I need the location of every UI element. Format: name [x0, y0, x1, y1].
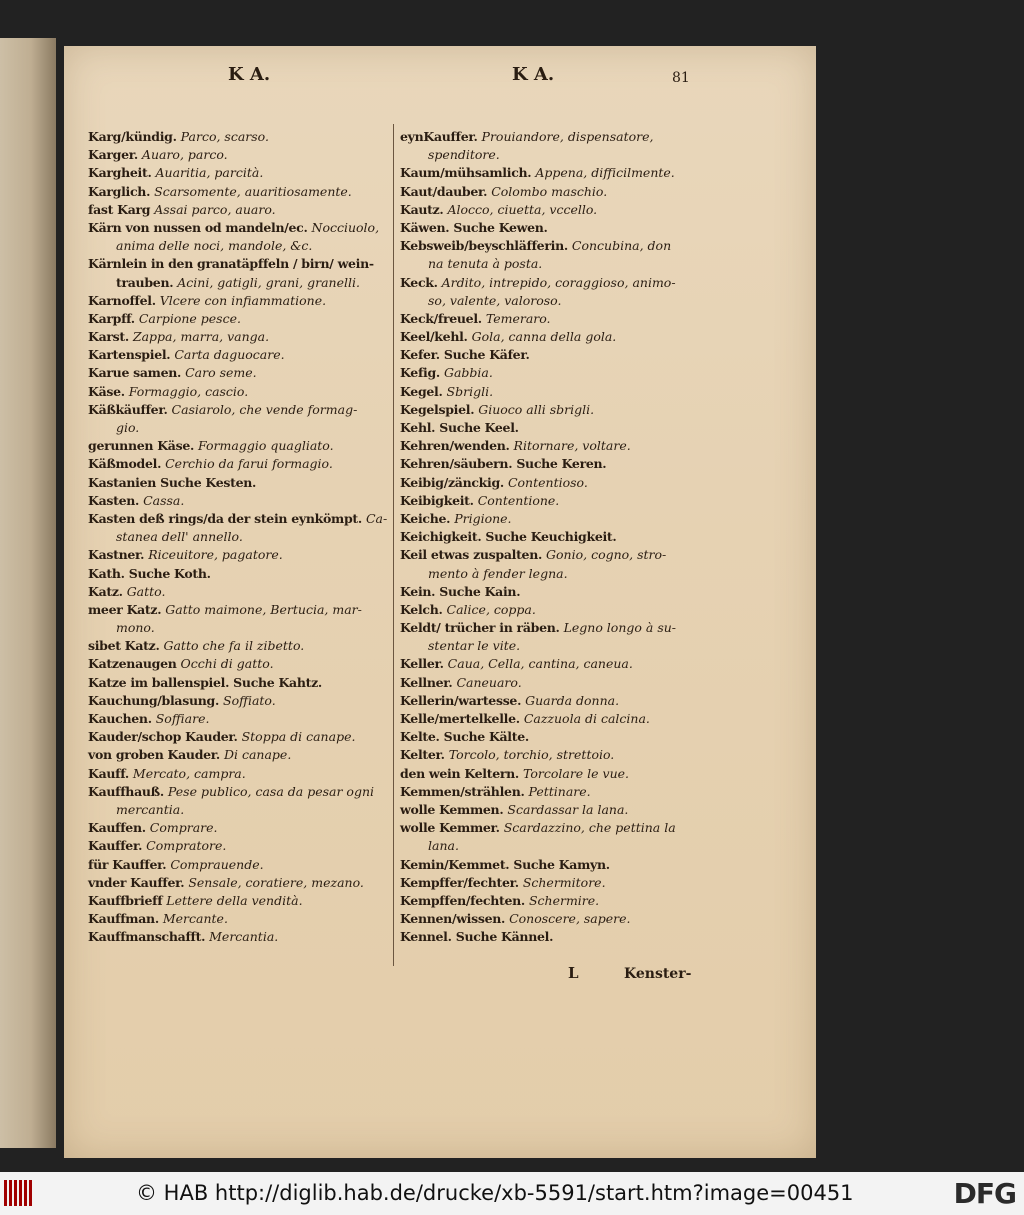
dictionary-entry [88, 437, 388, 455]
dictionary-entry [88, 674, 388, 692]
dictionary-entry [88, 328, 388, 346]
dictionary-entry [400, 201, 700, 219]
dictionary-entry [88, 546, 388, 564]
entry-headword: Kasten. [88, 492, 140, 508]
entry-headword: wolle Kemmen. [400, 801, 504, 817]
entry-headword: Kastanien Suche Kesten. [88, 474, 257, 490]
entry-translation: lana. [428, 838, 459, 854]
entry-headword: Katze im ballenspiel. Suche Kahtz. [88, 674, 322, 690]
dictionary-entry [400, 583, 700, 601]
entry-headword: Karnoffel. [88, 292, 156, 308]
dictionary-entry [400, 928, 700, 946]
entry-translation: Schermire. [528, 892, 600, 908]
entry-translation: Scardazzino, che pettina la [503, 820, 676, 836]
dictionary-entry [400, 674, 700, 692]
entry-headword: Kehl. Suche Keel. [400, 420, 519, 435]
entry-headword: Karue samen. [88, 365, 182, 381]
dictionary-entry [88, 346, 388, 364]
entry-translation: Appena, difficilmente. [535, 165, 675, 181]
entry-translation: Di canape. [223, 747, 292, 763]
entry-translation: Guarda donna. [525, 692, 620, 708]
dictionary-entry [88, 583, 388, 601]
dictionary-entry [88, 219, 388, 237]
dictionary-entry [400, 565, 700, 583]
entry-translation: Gola, canna della gola. [471, 329, 617, 345]
entry-translation: anima delle noci, mandole, &c. [116, 238, 313, 254]
dictionary-entry [88, 237, 388, 255]
entry-headword: für Kauffer. [88, 856, 167, 872]
dictionary-entry [400, 164, 700, 182]
entry-translation: Contentione. [477, 492, 560, 508]
dictionary-entry [400, 819, 700, 837]
entry-headword: Kautz. [400, 201, 444, 217]
dictionary-entry [88, 928, 388, 946]
footer-bar [0, 1172, 1024, 1215]
entry-translation: Assai parco, auaro. [154, 201, 276, 217]
entry-headword: Kebsweib/beyschläfferin. [400, 238, 568, 254]
dictionary-entry [88, 565, 388, 583]
entry-headword: Kennel. Suche Kännel. [400, 929, 554, 945]
entry-headword: Kartenspiel. [88, 347, 171, 363]
entry-headword: Kelter. [400, 747, 445, 763]
entry-translation: Legno longo à su- [563, 620, 677, 636]
entry-translation: Soffiare. [155, 711, 210, 726]
dictionary-entry [88, 819, 388, 837]
copyright-link[interactable]: © HAB http://diglib.hab.de/drucke/xb-5591/start.htm?image=00451 [136, 1181, 854, 1205]
dictionary-entry [400, 801, 700, 819]
entry-translation: Comprare. [149, 820, 218, 836]
dictionary-entry [88, 383, 388, 401]
entry-headword: den wein Keltern. [400, 765, 519, 781]
entry-translation: gio. [116, 420, 140, 435]
entry-translation: Gatto. [126, 583, 166, 599]
entry-headword: sibet Katz. [88, 638, 160, 654]
dictionary-entry [400, 710, 700, 728]
dictionary-entry [88, 892, 388, 910]
entry-headword: Kegelspiel. [400, 401, 475, 417]
dictionary-entry [400, 728, 700, 746]
entry-translation: Vlcere con infiammatione. [159, 292, 327, 308]
dictionary-entry [88, 655, 388, 673]
entry-translation: Torcolare le vue. [522, 765, 630, 781]
entry-translation: Auaro, parco. [141, 147, 228, 163]
entry-headword: trauben. [116, 274, 174, 290]
entry-headword: Katz. [88, 583, 123, 599]
dictionary-entry [400, 492, 700, 510]
entry-translation: Ca- [365, 510, 388, 526]
entry-headword: eynKauffer. [400, 129, 478, 144]
dictionary-entry [88, 637, 388, 655]
entry-translation: Giuoco alli sbrigli. [478, 401, 595, 417]
dictionary-entry [400, 310, 700, 328]
dictionary-entry [400, 383, 700, 401]
entry-headword: Kellerin/wartesse. [400, 692, 522, 708]
dictionary-entry [88, 164, 388, 182]
entry-translation: Caneuaro. [456, 674, 522, 690]
entry-translation: Ritornare, voltare. [513, 438, 631, 454]
entry-translation: Formaggio, cascio. [128, 383, 249, 399]
entry-translation: Prigione. [454, 510, 512, 526]
dictionary-entry [400, 619, 700, 637]
dictionary-entry [88, 728, 388, 746]
entry-translation: Zappa, marra, vanga. [132, 329, 270, 345]
entry-translation: Mercante. [162, 911, 228, 927]
entry-headword: von groben Kauder. [88, 747, 220, 763]
entry-headword: Käßmodel. [88, 456, 162, 472]
entry-headword: Kelle/mertelkelle. [400, 711, 520, 726]
entry-translation: mercantia. [116, 801, 185, 817]
dictionary-entry [88, 692, 388, 710]
dictionary-entry [88, 801, 388, 819]
entry-translation: Formaggio quagliato. [198, 438, 334, 454]
entry-translation: Carta daguocare. [174, 347, 285, 363]
dictionary-entry [88, 128, 388, 146]
left-page-edge [0, 38, 56, 1148]
entry-headword: vnder Kauffer. [88, 874, 185, 890]
dictionary-entry [88, 910, 388, 928]
entry-headword: meer Katz. [88, 601, 162, 617]
running-head-right: K A. [512, 64, 555, 85]
entry-headword: Kein. Suche Kain. [400, 583, 521, 599]
dictionary-entry [88, 401, 388, 419]
entry-headword: Kelch. [400, 601, 443, 617]
dictionary-entry [400, 401, 700, 419]
dictionary-entry [400, 746, 700, 764]
entry-translation: Cassa. [143, 492, 185, 508]
dictionary-entry [400, 274, 700, 292]
entry-translation: Stoppa di canape. [241, 729, 356, 745]
entry-headword: Kemin/Kemmet. Suche Kamyn. [400, 856, 610, 872]
dictionary-entry [400, 146, 700, 164]
entry-headword: Kärnlein in den granatäpffeln / birn/ wein- [88, 256, 374, 272]
signature-mark: L [568, 964, 579, 982]
left-column [88, 128, 388, 946]
entry-translation: Cerchio da farui formagio. [165, 456, 333, 472]
dictionary-entry [88, 364, 388, 382]
dictionary-entry [400, 510, 700, 528]
entry-translation: Sensale, coratiere, mezano. [188, 874, 364, 890]
dictionary-entry [400, 455, 700, 473]
entry-translation: Soffiato. [223, 692, 276, 708]
right-column [400, 128, 700, 946]
entry-translation: Torcolo, torchio, strettoio. [448, 747, 615, 763]
entry-translation: Comprauende. [170, 856, 264, 872]
dictionary-entry [88, 874, 388, 892]
entry-headword: Keibigkeit. [400, 492, 474, 508]
entry-headword: Keck/freuel. [400, 310, 482, 326]
entry-translation: Carpione pesce. [138, 310, 241, 326]
entry-headword: Karpff. [88, 310, 135, 326]
entry-headword: Kegel. [400, 383, 443, 399]
entry-headword: Käwen. Suche Kewen. [400, 219, 548, 235]
dictionary-entry [400, 546, 700, 564]
entry-translation: Gabbia. [443, 365, 493, 381]
column-divider [393, 124, 394, 966]
entry-headword: Keibig/zänckig. [400, 474, 504, 490]
dictionary-entry [400, 346, 700, 364]
dictionary-entry [88, 183, 388, 201]
entry-translation: Lettere della vendità. [166, 892, 303, 908]
entry-headword: Kauffer. [88, 838, 143, 854]
dictionary-entry [88, 528, 388, 546]
hab-logo-icon [4, 1180, 32, 1206]
dictionary-entry [88, 837, 388, 855]
entry-translation: Caua, Cella, cantina, caneua. [447, 656, 633, 672]
entry-translation: Auaritia, parcità. [155, 165, 264, 181]
dictionary-entry [88, 619, 388, 637]
dictionary-entry [88, 255, 388, 273]
dictionary-entry [400, 601, 700, 619]
entry-translation: so, valente, valoroso. [428, 292, 562, 308]
entry-translation: Scarsomente, auaritiosamente. [154, 183, 352, 199]
dictionary-entry [400, 892, 700, 910]
dictionary-entry [88, 746, 388, 764]
dictionary-entry [400, 837, 700, 855]
entry-headword: Kempffen/fechten. [400, 892, 525, 908]
dictionary-entry [400, 528, 700, 546]
entry-headword: Kefig. [400, 365, 440, 381]
dictionary-entry [88, 146, 388, 164]
entry-translation: Temeraro. [485, 310, 551, 326]
entry-headword: Keck. [400, 274, 438, 290]
running-head-left: K A. [228, 64, 271, 85]
dictionary-entry [400, 292, 700, 310]
entry-headword: Kauder/schop Kauder. [88, 729, 238, 745]
entry-headword: Kärn von nussen od mandeln/ec. [88, 219, 308, 235]
entry-headword: Kauffman. [88, 911, 159, 927]
dictionary-entry [400, 765, 700, 783]
entry-translation: Cazzuola di calcina. [523, 711, 650, 726]
entry-headword: Keller. [400, 656, 444, 672]
entry-translation: Sbrigli. [446, 383, 494, 399]
entry-translation: Gonio, cogno, stro- [546, 547, 667, 563]
entry-headword: Kelte. Suche Kälte. [400, 729, 529, 745]
entry-translation: Contentioso. [507, 474, 588, 490]
dictionary-entry [88, 455, 388, 473]
entry-headword: Kargheit. [88, 165, 152, 181]
dictionary-entry [400, 655, 700, 673]
entry-headword: Karger. [88, 147, 138, 163]
entry-translation: Conoscere, sapere. [509, 911, 631, 927]
entry-headword: Kefer. Suche Käfer. [400, 347, 530, 363]
entry-headword: Keldt/ trücher in räben. [400, 620, 560, 636]
entry-translation: na tenuta à posta. [428, 256, 543, 272]
entry-headword: Kauffbrieff [88, 892, 163, 908]
dictionary-entry [400, 437, 700, 455]
entry-headword: Kaut/dauber. [400, 183, 488, 199]
entry-headword: Keil etwas zuspalten. [400, 547, 543, 563]
entry-translation: Riceuitore, pagatore. [148, 547, 283, 563]
entry-translation: Ardito, intrepido, coraggioso, animo- [441, 274, 676, 290]
entry-headword: gerunnen Käse. [88, 438, 195, 454]
entry-translation: Mercato, campra. [132, 765, 246, 781]
entry-headword: Karg/kündig. [88, 129, 177, 144]
dictionary-entry [400, 255, 700, 273]
entry-headword: Keichigkeit. Suche Keuchigkeit. [400, 529, 617, 545]
entry-translation: Gatto maimone, Bertucia, mar- [165, 601, 362, 617]
entry-translation: spenditore. [428, 147, 500, 163]
entry-headword: Katzenaugen [88, 656, 177, 672]
entry-headword: Kemmen/strählen. [400, 783, 525, 799]
entry-translation: Calice, coppa. [446, 601, 536, 617]
entry-headword: Kastner. [88, 547, 145, 563]
dictionary-entry [88, 510, 388, 528]
entry-headword: Kauffen. [88, 820, 146, 836]
dictionary-entry [88, 601, 388, 619]
dictionary-entry [88, 856, 388, 874]
entry-translation: Parco, scarso. [180, 129, 269, 144]
catchword: Kenster- [624, 966, 692, 982]
entry-translation: Pettinare. [528, 783, 591, 799]
dictionary-entry [400, 183, 700, 201]
entry-translation: Nocciuolo, [311, 219, 380, 235]
entry-translation: Colombo maschio. [491, 183, 608, 199]
entry-headword: Kauchen. [88, 711, 152, 726]
entry-translation: Scardassar la lana. [507, 801, 629, 817]
dictionary-entry [400, 783, 700, 801]
entry-headword: Kennen/wissen. [400, 911, 506, 927]
entry-translation: Pese publico, casa da pesar ogni [167, 783, 374, 799]
dictionary-entry [400, 237, 700, 255]
entry-headword: Kasten deß rings/da der stein eynkömpt. [88, 510, 362, 526]
entry-headword: Kauffmanschafft. [88, 929, 206, 945]
dictionary-entry [88, 419, 388, 437]
entry-translation: Compratore. [146, 838, 227, 854]
entry-translation: Concubina, don [571, 238, 672, 254]
entry-headword: Kauchung/blasung. [88, 692, 220, 708]
dictionary-entry [88, 474, 388, 492]
entry-translation: Alocco, ciuetta, vccello. [447, 201, 598, 217]
dictionary-entry [400, 474, 700, 492]
entry-headword: Kehren/säubern. Suche Keren. [400, 456, 607, 472]
dictionary-entry [88, 201, 388, 219]
dictionary-entry [400, 364, 700, 382]
entry-translation: Schermitore. [522, 874, 606, 890]
entry-translation: Prouiandore, dispensatore, [481, 129, 654, 144]
entry-translation: stentar le vite. [428, 638, 521, 654]
page-number: 81 [672, 70, 690, 86]
dictionary-entry [400, 856, 700, 874]
dictionary-entry [400, 637, 700, 655]
dictionary-entry [400, 692, 700, 710]
entry-translation: Caro seme. [185, 365, 257, 381]
entry-translation: mono. [116, 620, 155, 636]
entry-translation: Casiarolo, che vende formag- [171, 401, 358, 417]
dictionary-entry [88, 274, 388, 292]
dictionary-entry [88, 292, 388, 310]
dictionary-entry [88, 492, 388, 510]
entry-headword: fast Karg [88, 201, 151, 217]
dictionary-entry [400, 328, 700, 346]
dictionary-entry [88, 710, 388, 728]
entry-headword: Kellner. [400, 674, 453, 690]
dictionary-entry [400, 219, 700, 237]
entry-headword: Karglich. [88, 183, 151, 199]
entry-headword: Kempffer/fechter. [400, 874, 519, 890]
entry-translation: Acini, gatigli, grani, granelli. [177, 274, 360, 290]
dictionary-entry [400, 419, 700, 437]
dictionary-entry [400, 910, 700, 928]
entry-headword: Käßkäuffer. [88, 401, 168, 417]
entry-headword: Kaum/mühsamlich. [400, 165, 532, 181]
entry-translation: Mercantia. [209, 929, 279, 945]
dictionary-entry [400, 874, 700, 892]
entry-headword: Kauff. [88, 765, 129, 781]
entry-translation: mento à fender legna. [428, 565, 568, 581]
entry-headword: Kauffhauß. [88, 783, 164, 799]
dictionary-entry [88, 783, 388, 801]
entry-headword: Keiche. [400, 510, 451, 526]
entry-headword: Keel/kehl. [400, 329, 468, 345]
entry-translation: Occhi di gatto. [180, 656, 274, 672]
entry-headword: Karst. [88, 329, 129, 345]
entry-translation: stanea dell' annello. [116, 529, 243, 545]
dictionary-entry [88, 765, 388, 783]
entry-headword: Käse. [88, 383, 125, 399]
dfg-logo: DFG [953, 1177, 1016, 1210]
dictionary-entry [400, 128, 700, 146]
entry-translation: Gatto che fa il zibetto. [163, 638, 305, 654]
dictionary-entry [88, 310, 388, 328]
entry-headword: Kehren/wenden. [400, 438, 510, 454]
entry-headword: wolle Kemmer. [400, 820, 500, 836]
entry-headword: Kath. Suche Koth. [88, 565, 211, 581]
